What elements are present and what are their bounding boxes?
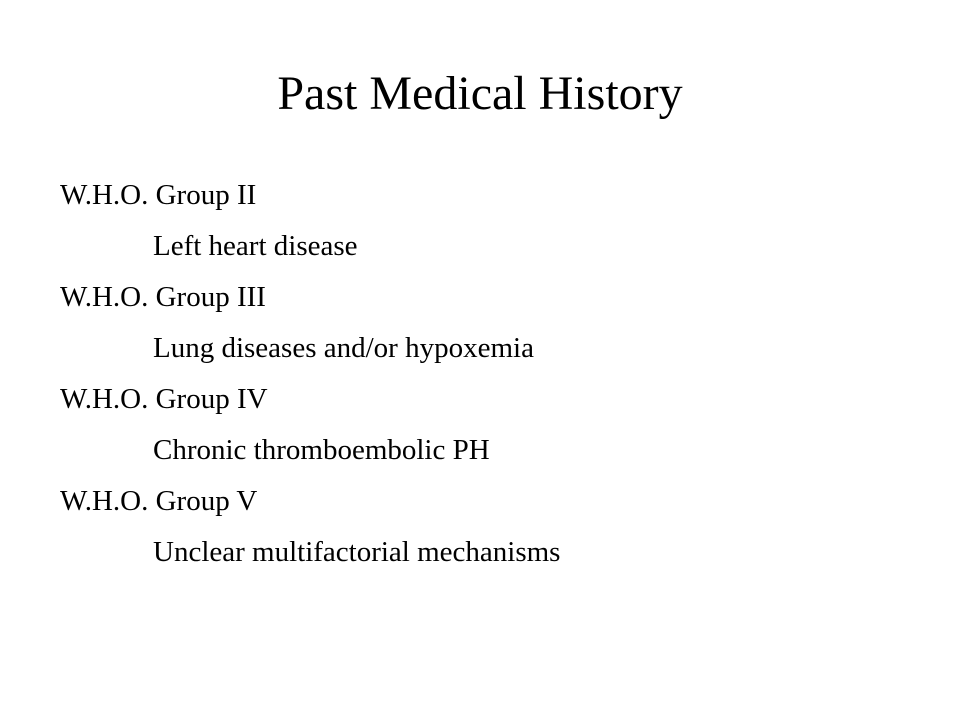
who-group-v-description: Unclear multifactorial mechanisms: [153, 536, 561, 568]
who-group-iii-heading: W.H.O. Group III: [60, 281, 266, 313]
who-group-iv-heading: W.H.O. Group IV: [60, 383, 268, 415]
who-group-ii-heading: W.H.O. Group II: [60, 179, 257, 211]
who-group-v-heading: W.H.O. Group V: [60, 485, 258, 517]
who-group-iii-description: Lung diseases and/or hypoxemia: [153, 332, 534, 364]
who-group-iv-description: Chronic thromboembolic PH: [153, 434, 490, 466]
who-group-ii-description: Left heart disease: [153, 230, 358, 262]
who-group-list: [0, 170, 960, 578]
slide-title: Past Medical History: [277, 67, 683, 120]
